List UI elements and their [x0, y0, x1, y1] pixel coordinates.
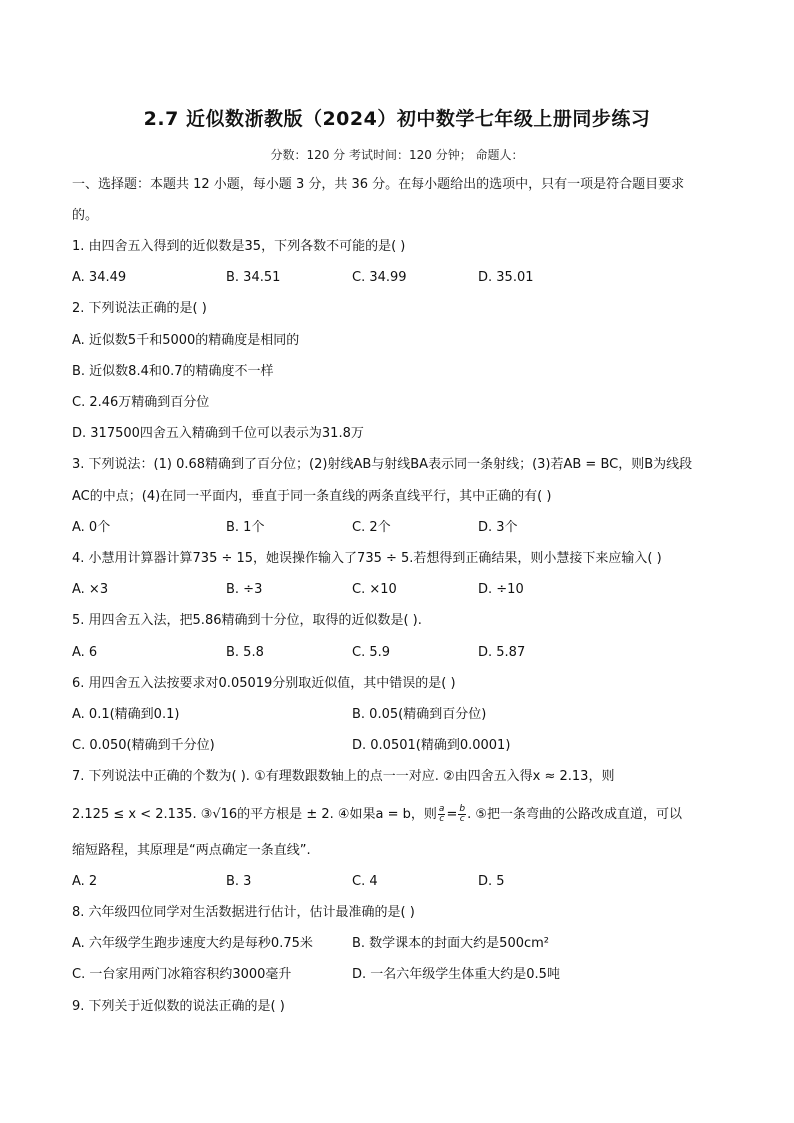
question-8-option-b: B. 数学课本的封面大约是500cm²	[352, 936, 550, 951]
question-5-option-a: A. 6	[72, 645, 98, 660]
question-7-option-a: A. 2	[72, 874, 98, 889]
question-7-stem-line3: 缩短路程，其原理是“两点确定一条直线”.	[72, 843, 311, 858]
page-title: 2.7 近似数浙教版（2024）初中数学七年级上册同步练习	[143, 108, 651, 130]
fraction-a-over-c	[438, 805, 446, 824]
question-8-option-c: C. 一台家用两门冰箱容积约3000毫升	[72, 967, 292, 982]
fraction-denominator: c	[439, 814, 445, 824]
question-8-option-a: A. 六年级学生跑步速度大约是每秒0.75米	[72, 936, 313, 951]
question-7-option-d: D. 5	[478, 874, 505, 889]
question-2-option-b: B. 近似数8.4和0.7的精确度不一样	[72, 364, 274, 379]
question-7-stem-line1: 7. 下列说法中正确的个数为( ). ①有理数跟数轴上的点一一对应. ②由四舍五入得x ≈ 2.13，则	[72, 769, 615, 784]
fraction-numerator: b	[459, 804, 466, 814]
fraction-numerator: a	[438, 804, 445, 814]
equals-sign: =	[446, 807, 458, 822]
question-4-option-c: C. ×10	[352, 582, 397, 597]
question-3-option-a: A. 0个	[72, 520, 111, 535]
question-3-stem-line1: 3. 下列说法：(1) 0.68精确到了百分位；(2)射线AB与射线BA表示同一条射线；(3)若AB = BC，则B为线段	[72, 457, 693, 472]
question-3-option-c: C. 2个	[352, 520, 391, 535]
question-7-option-b: B. 3	[226, 874, 252, 889]
question-5-option-c: C. 5.9	[352, 645, 391, 660]
exam-meta: 分数：120 分 考试时间：120 分钟； 命题人：	[270, 148, 524, 162]
question-3-stem-line2: AC的中点；(4)在同一平面内，垂直于同一条直线的两条直线平行，其中正确的有( )	[72, 489, 552, 504]
question-2-stem: 2. 下列说法正确的是( )	[72, 301, 207, 316]
question-1-option-d: D. 35.01	[478, 270, 534, 285]
fraction-denominator: c	[459, 814, 465, 824]
question-3-option-b: B. 1个	[226, 520, 265, 535]
question-6-option-a: A. 0.1(精确到0.1)	[72, 707, 180, 722]
question-4-stem: 4. 小慧用计算器计算735 ÷ 15，她误操作输入了735 ÷ 5.若想得到正确结果，则小慧接下来应输入( )	[72, 551, 662, 566]
question-6-stem: 6. 用四舍五入法按要求对0.05019分别取近似值，其中错误的是( )	[72, 676, 456, 691]
question-6-option-d: D. 0.0501(精确到0.0001)	[352, 738, 511, 753]
question-2-option-c: C. 2.46万精确到百分位	[72, 395, 210, 410]
question-8-option-d: D. 一名六年级学生体重大约是0.5吨	[352, 967, 560, 982]
question-7-option-c: C. 4	[352, 874, 378, 889]
question-4-option-a: A. ×3	[72, 582, 109, 597]
question-2-option-a: A. 近似数5千和5000的精确度是相同的	[72, 333, 300, 348]
section-heading-line2: 的。	[72, 208, 99, 223]
question-7-stem-line2-part2: . ⑤把一条弯曲的公路改成直道，可以	[467, 807, 682, 822]
question-1-option-a: A. 34.49	[72, 270, 127, 285]
question-4-option-d: D. ÷10	[478, 582, 524, 597]
question-7-stem-line2-part1: 2.125 ≤ x < 2.135. ③√16的平方根是 ± 2. ④如果a = b，则	[72, 807, 437, 822]
question-5-stem: 5. 用四舍五入法，把5.86精确到十分位，取得的近似数是( ).	[72, 613, 422, 628]
question-6-option-b: B. 0.05(精确到百分位)	[352, 707, 487, 722]
question-3-option-d: D. 3个	[478, 520, 518, 535]
question-1-option-b: B. 34.51	[226, 270, 281, 285]
fraction-b-over-c	[458, 805, 466, 824]
section-heading-line1: 一、选择题：本题共 12 小题，每小题 3 分，共 36 分。在每小题给出的选项中，只有一项是符合题目要求	[72, 177, 685, 192]
question-7-stem-line2	[72, 805, 722, 825]
question-5-option-b: B. 5.8	[226, 645, 264, 660]
question-8-stem: 8. 六年级四位同学对生活数据进行估计，估计最准确的是( )	[72, 905, 415, 920]
question-1-stem: 1. 由四舍五入得到的近似数是35，下列各数不可能的是( )	[72, 239, 406, 254]
question-5-option-d: D. 5.87	[478, 645, 526, 660]
question-9-stem: 9. 下列关于近似数的说法正确的是( )	[72, 999, 285, 1014]
question-6-option-c: C. 0.050(精确到千分位)	[72, 738, 215, 753]
question-2-option-d: D. 317500四舍五入精确到千位可以表示为31.8万	[72, 426, 364, 441]
question-1-option-c: C. 34.99	[352, 270, 407, 285]
question-4-option-b: B. ÷3	[226, 582, 263, 597]
